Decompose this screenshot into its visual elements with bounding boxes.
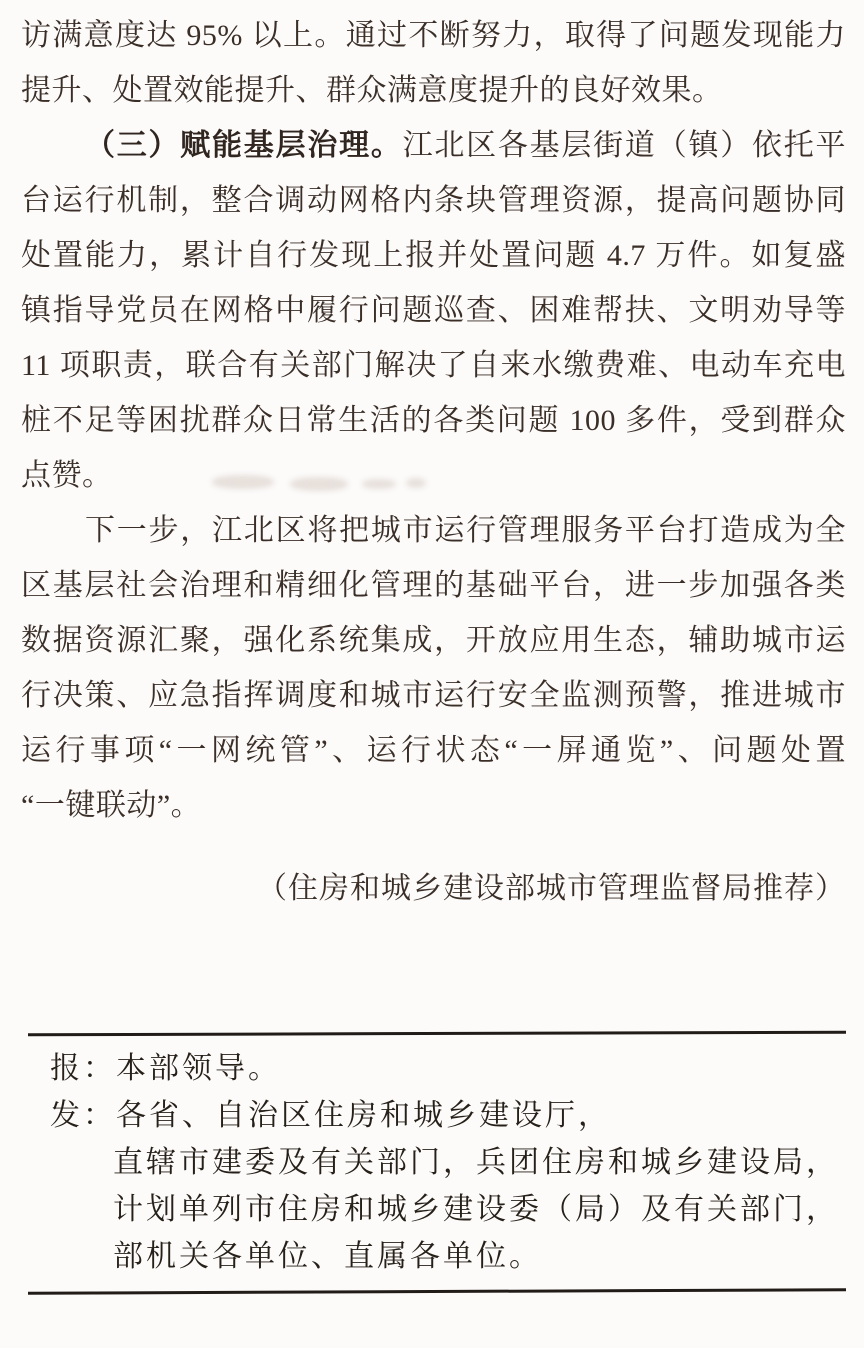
colophon-rule-bottom [28, 1288, 846, 1295]
text-line: 处置能力，累计自行发现上报并处置问题 4.7 万件。如复盛 [21, 239, 846, 272]
distribute-continuation-row [50, 1233, 846, 1280]
distribute-value: 计划单列市住房和城乡建设委（局）及有关部门， [113, 1193, 839, 1226]
distribute-to-row [50, 1092, 846, 1139]
distribute-continuation-row [50, 1139, 846, 1186]
report-value: 本部领导。 [116, 1052, 281, 1085]
label-spacer [50, 1186, 113, 1233]
text-line: 提升、处置效能提升、群众满意度提升的良好效果。 [21, 74, 723, 107]
report-label: 报： [50, 1052, 116, 1085]
section-heading: （三）赋能基层治理。 [85, 129, 403, 162]
text-line: 桩不足等困扰群众日常生活的各类问题 100 多件，受到群众 [21, 404, 846, 437]
ink-bleed-smudge [212, 472, 427, 494]
text-line: 数据资源汇聚，强化系统集成，开放应用生态，辅助城市运 [21, 624, 846, 657]
report-to-row [50, 1045, 846, 1092]
label-spacer [50, 1139, 113, 1186]
label-spacer [50, 1233, 113, 1280]
colophon [28, 1032, 846, 1293]
text-line: 区基层社会治理和精细化管理的基础平台，进一步加强各类 [21, 569, 846, 602]
text-line: 行决策、应急指挥调度和城市运行安全监测预警，推进城市 [21, 679, 846, 712]
text-line: 运行事项“一网统管”、运行状态“一屏通览”、问题处置 [21, 734, 846, 767]
text-line: 镇指导党员在网格中履行问题巡查、困难帮扶、文明劝导等 [21, 294, 846, 327]
distribute-value: 部机关各单位、直属各单位。 [113, 1240, 542, 1273]
distribute-continuation-row [50, 1186, 846, 1233]
colophon-rows [28, 1035, 846, 1280]
text-line: 访满意度达 95% 以上。通过不断努力，取得了问题发现能力 [21, 19, 846, 52]
distribute-label: 发： [50, 1099, 116, 1132]
text-line-section-heading [21, 118, 846, 173]
text-line: “一键联动”。 [21, 789, 202, 822]
text-line: 下一步，江北区将把城市运行管理服务平台打造成为全 [85, 514, 846, 547]
document-body [21, 8, 846, 916]
text-line: 11 项职责，联合有关部门解决了自来水缴费难、电动车充电 [21, 349, 846, 382]
text-line: 点赞。 [21, 459, 113, 492]
distribute-value: 各省、自治区住房和城乡建设厅， [116, 1099, 611, 1132]
distribute-value: 直辖市建委及有关部门，兵团住房和城乡建设局， [113, 1146, 839, 1179]
text-line: 台运行机制，整合调动网格内条块管理资源，提高问题协同 [21, 184, 846, 217]
section-body-start: 江北区各基层街道（镇）依托平 [402, 129, 846, 162]
recommendation-note: （住房和城乡建设部城市管理监督局推荐） [257, 872, 846, 905]
